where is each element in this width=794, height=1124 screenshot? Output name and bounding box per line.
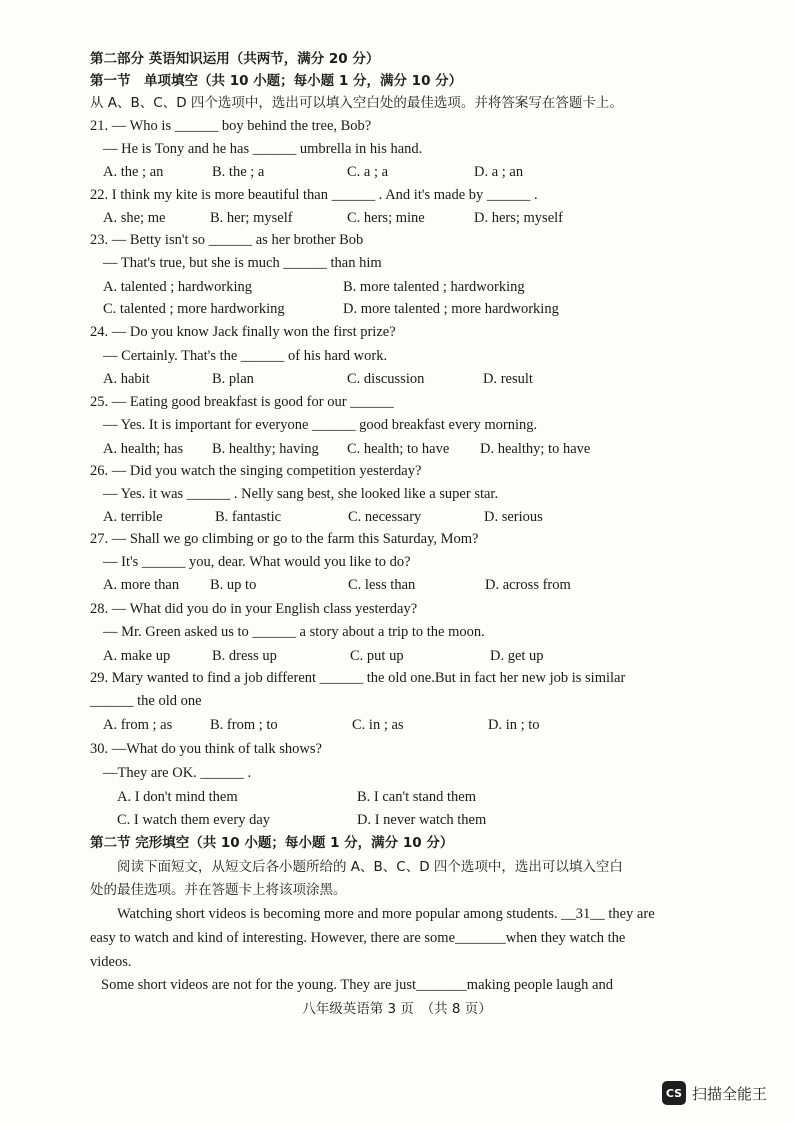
q26-option-b: B. fantastic [215, 509, 282, 525]
q24-option-a: A. habit [103, 371, 150, 387]
q23-option-c: C. talented ; more hardworking [103, 301, 285, 317]
passage-line-4: Some short videos are not for the young. They are just_______making people laugh and [101, 977, 613, 993]
q25-option-d: D. healthy; to have [480, 441, 591, 457]
q27-option-b: B. up to [210, 577, 257, 593]
q30-stem: 30. —What do you think of talk shows? [90, 741, 322, 757]
q30-option-b: B. I can't stand them [357, 789, 476, 805]
q27-stem: 27. — Shall we go climbing or go to the farm this Saturday, Mom? [90, 531, 479, 547]
camscanner-logo-text: 扫描全能王 [692, 1084, 768, 1103]
q24-option-b: B. plan [212, 371, 254, 387]
q25-option-b: B. healthy; having [212, 441, 319, 457]
q30-reply: —They are OK. ______ . [103, 765, 252, 781]
q26-reply: — Yes. it was ______ . Nelly sang best, she looked like a super star. [103, 486, 499, 502]
section-2-title: 第二节 完形填空（共 10 小题；每小题 1 分，满分 10 分） [90, 835, 454, 851]
q27-option-d: D. across from [485, 577, 571, 593]
q27-reply: — It's ______ you, dear. What would you like to do? [103, 554, 411, 570]
q23-option-a: A. talented ; hardworking [103, 279, 252, 295]
q22-option-a: A. she; me [103, 210, 166, 226]
q29-stem-cont: ______ the old one [90, 693, 202, 709]
passage-line-2: easy to watch and kind of interesting. However, there are some_______when they watch the [90, 930, 626, 946]
part-title: 第二部分 英语知识运用（共两节，满分 20 分） [90, 51, 380, 67]
q30-option-d: D. I never watch them [357, 812, 487, 828]
q29-option-d: D. in ; to [488, 717, 540, 733]
q25-option-c: C. health; to have [347, 441, 450, 457]
q28-option-a: A. make up [103, 648, 171, 664]
q29-option-b: B. from ; to [210, 717, 278, 733]
q28-option-c: C. put up [350, 648, 404, 664]
q22-option-c: C. hers; mine [347, 210, 425, 226]
q21-option-c: C. a ; a [347, 164, 389, 180]
q28-option-b: B. dress up [212, 648, 277, 664]
q25-reply: — Yes. It is important for everyone ______ good breakfast every morning. [103, 417, 538, 433]
section-1-title: 第一节 单项填空（共 10 小题；每小题 1 分，满分 10 分） [90, 73, 463, 89]
q29-option-a: A. from ; as [103, 717, 173, 733]
q21-stem: 21. — Who is ______ boy behind the tree, Bob? [90, 118, 372, 134]
q23-stem: 23. — Betty isn't so ______ as her brother Bob [90, 232, 364, 248]
q28-reply: — Mr. Green asked us to ______ a story about a trip to the moon. [103, 624, 485, 640]
q28-option-d: D. get up [490, 648, 544, 664]
section-2-instructions-cont: 处的最佳选项。并在答题卡上将该项涂黑。 [90, 882, 347, 898]
q23-option-d: D. more talented ; more hardworking [343, 301, 559, 317]
q26-option-c: C. necessary [348, 509, 422, 525]
q23-option-b: B. more talented ; hardworking [343, 279, 525, 295]
q27-option-a: A. more than [103, 577, 180, 593]
camscanner-watermark [662, 1081, 767, 1105]
q26-option-d: D. serious [484, 509, 543, 525]
q29-stem: 29. Mary wanted to find a job different ______ the old one.But in fact her new job is similar [90, 670, 626, 686]
q30-option-c: C. I watch them every day [117, 812, 271, 828]
q21-reply: — He is Tony and he has ______ umbrella in his hand. [103, 141, 423, 157]
q24-reply: — Certainly. That's the ______ of his hard work. [103, 348, 388, 364]
section-2-instructions: 阅读下面短文，从短文后各小题所给的 A、B、C、D 四个选项中，选出可以填入空白 [117, 859, 623, 875]
q29-option-c: C. in ; as [352, 717, 404, 733]
q22-option-d: D. hers; myself [474, 210, 563, 226]
q28-stem: 28. — What did you do in your English class yesterday? [90, 601, 418, 617]
passage-line-1: Watching short videos is becoming more and more popular among students. __31__ they are [117, 906, 655, 922]
camscanner-logo-icon: CS [662, 1081, 686, 1105]
q21-option-b: B. the ; a [212, 164, 265, 180]
section-1-instructions: 从 A、B、C、D 四个选项中，选出可以填入空白处的最佳选项。并将答案写在答题卡上。 [90, 95, 623, 111]
page-footer: 八年级英语第 3 页 （共 8 页） [302, 1001, 492, 1017]
q21-option-d: D. a ; an [474, 164, 524, 180]
q25-stem: 25. — Eating good breakfast is good for our ______ [90, 394, 394, 410]
q23-reply: — That's true, but she is much ______ than him [103, 255, 382, 271]
q22-option-b: B. her; myself [210, 210, 293, 226]
q30-option-a: A. I don't mind them [117, 789, 238, 805]
q24-option-d: D. result [483, 371, 533, 387]
q27-option-c: C. less than [348, 577, 416, 593]
q25-option-a: A. health; has [103, 441, 184, 457]
q22-stem: 22. I think my kite is more beautiful than ______ . And it's made by ______ . [90, 187, 538, 203]
q26-option-a: A. terrible [103, 509, 163, 525]
q24-option-c: C. discussion [347, 371, 425, 387]
q26-stem: 26. — Did you watch the singing competition yesterday? [90, 463, 422, 479]
q21-option-a: A. the ; an [103, 164, 164, 180]
q24-stem: 24. — Do you know Jack finally won the first prize? [90, 324, 396, 340]
passage-line-3: videos. [90, 954, 132, 970]
